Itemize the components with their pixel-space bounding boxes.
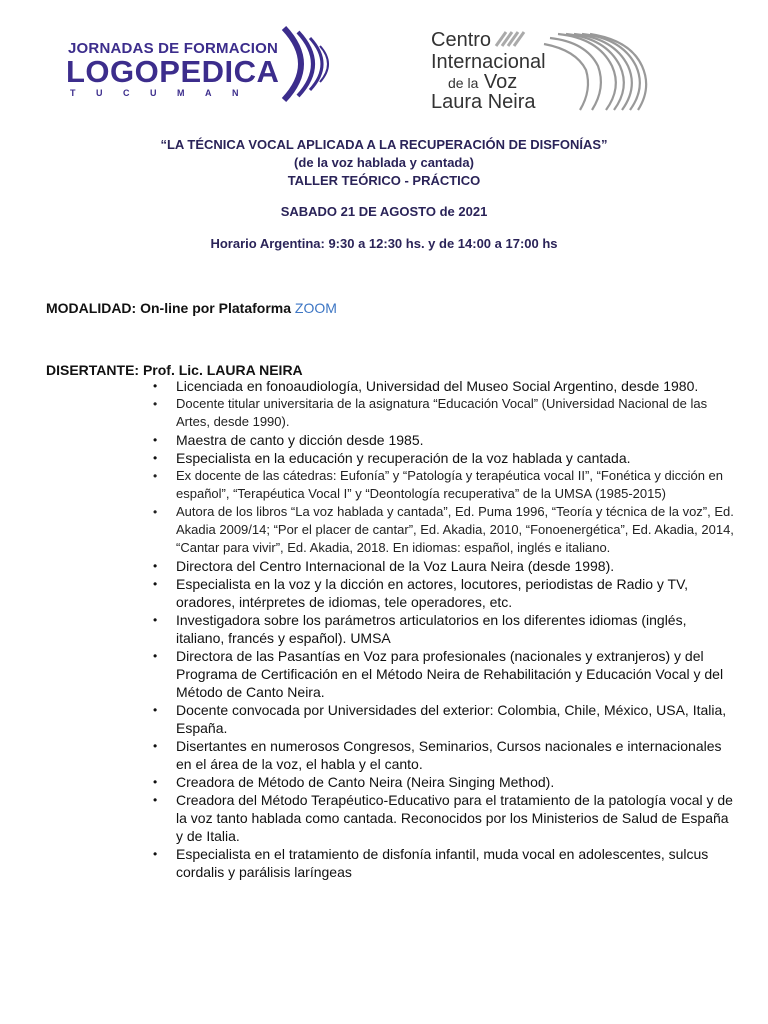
list-item-text: Ex docente de las cátedras: Eufonía” y “Patología y terapéutica vocal II”, “Fonética y dicción en español”, “Terapéutica Vocal I” y “Deontología recuperativa” de la UMSA (1985-2015) [176, 468, 724, 501]
logo-right-line4: Laura Neira [431, 91, 536, 113]
logo-left-line2: LOGOPEDICA [66, 54, 280, 89]
list-item [153, 431, 736, 449]
bullet-icon: • [153, 793, 158, 807]
list-item-text: Directora del Centro Internacional de la Voz Laura Neira (desde 1998). [176, 558, 615, 574]
workshop-schedule: Horario Argentina: 9:30 a 12:30 hs. y de 14:00 a 17:00 hs [210, 236, 558, 251]
list-item-text: Especialista en la voz y la dicción en actores, locutores, periodistas de Radio y TV, oradores, intérpretes de idiomas, tele operadores, etc. [176, 576, 689, 610]
list-item [153, 377, 736, 395]
bullet-icon: • [153, 433, 158, 447]
workshop-date: SABADO 21 DE AGOSTO de 2021 [280, 204, 488, 219]
logo-right-line3-big: Voz [483, 71, 518, 93]
bullet-icon: • [153, 559, 158, 573]
list-item-text: Especialista en la educación y recuperación de la voz hablada y cantada. [176, 450, 631, 466]
list-item-text: Maestra de canto y dicción desde 1985. [176, 432, 424, 448]
logo-centro-internacional [426, 26, 656, 116]
workshop-subtitle: (de la voz hablada y cantada) [294, 155, 474, 170]
bullet-icon: • [153, 505, 158, 519]
list-item [153, 773, 736, 791]
list-item-text: Docente titular universitaria de la asignatura “Educación Vocal” (Universidad Nacional de las Artes, desde 1990). [176, 396, 708, 429]
logo-right-line2: Internacional [431, 51, 546, 73]
bullet-icon: • [153, 469, 158, 483]
bullet-icon: • [153, 613, 158, 627]
logo-right-line3-small: de la [448, 75, 479, 91]
list-item [153, 647, 736, 701]
workshop-title: “LA TÉCNICA VOCAL APLICADA A LA RECUPERACIÓN DE DISFONÍAS” [160, 137, 608, 152]
logo-right-line3 [448, 72, 517, 92]
bullet-icon: • [153, 739, 158, 753]
bullet-icon: • [153, 649, 158, 663]
list-item [153, 557, 736, 575]
bullet-icon: • [153, 703, 158, 717]
bullet-icon: • [153, 847, 158, 861]
list-item [153, 845, 736, 881]
logo-right-line1: Centro [431, 29, 492, 51]
list-item-text: Docente convocada por Universidades del exterior: Colombia, Chile, México, USA, Italia, España. [176, 702, 727, 736]
bullet-icon: • [153, 379, 158, 393]
list-item-text: Especialista en el tratamiento de disfonía infantil, muda vocal en adolescentes, sulcus cordalis y parálisis laríngeas [176, 846, 709, 880]
sound-waves-icon [274, 24, 344, 104]
list-item-text: Creadora del Método Terapéutico-Educativo para el tratamiento de la patología vocal y de la voz tanto hablada como cantada. Reconocidos por los Ministerios de Salud de España y de Italia. [176, 792, 733, 844]
modality-label: MODALIDAD: On-line por Plataforma [46, 300, 295, 316]
list-item [153, 737, 736, 773]
bullet-icon: • [153, 775, 158, 789]
list-item-text: Creadora de Método de Canto Neira (Neira Singing Method). [176, 774, 555, 790]
logo-left-line3: TUCUMAN [70, 88, 259, 98]
speaker-credentials-list [153, 377, 736, 881]
list-item-text: Investigadora sobre los parámetros articulatorios en los diferentes idiomas (inglés, italiano, francés y español). UMSA [176, 612, 687, 646]
list-item-text: Licenciada en fonoaudiología, Universidad del Museo Social Argentino, desde 1980. [176, 378, 699, 394]
modality-line [46, 300, 337, 316]
bullet-icon: • [153, 451, 158, 465]
list-item-text: Directora de las Pasantías en Voz para profesionales (nacionales y extranjeros) y del Programa de Certificación en el Método Neira de Rehabilitación y Educación Vocal y del Método de Canto Neira. [176, 648, 724, 700]
logo-left-line1: JORNADAS DE FORMACION [68, 40, 279, 57]
bullet-icon: • [153, 577, 158, 591]
list-item [153, 449, 736, 467]
logo-jornadas [64, 24, 344, 104]
workshop-type: TALLER TEÓRICO - PRÁCTICO [287, 173, 481, 188]
list-item [153, 467, 736, 503]
list-item-text: Disertantes en numerosos Congresos, Seminarios, Cursos nacionales e internacionales en el área de la voz, el habla y el canto. [176, 738, 722, 772]
list-item [153, 575, 736, 611]
list-item [153, 395, 736, 431]
list-item [153, 611, 736, 647]
list-item [153, 791, 736, 845]
bullet-icon: • [153, 397, 158, 411]
list-item [153, 503, 736, 557]
list-item-text: Autora de los libros “La voz hablada y cantada”, Ed. Puma 1996, “Teoría y técnica de la voz”, Ed. Akadia 2009/14; “Por el placer de cantar”, Ed. Akadia, 2010, “Fonoenergética”, Ed. Akadia, 2014, “Cantar para vivir”, Ed. Akadia, 2018. En idiomas: español, inglés e italiano. [176, 504, 734, 555]
list-item [153, 701, 736, 737]
speaker-heading: DISERTANTE: Prof. Lic. LAURA NEIRA [46, 362, 303, 378]
zoom-link[interactable]: ZOOM [294, 300, 337, 316]
